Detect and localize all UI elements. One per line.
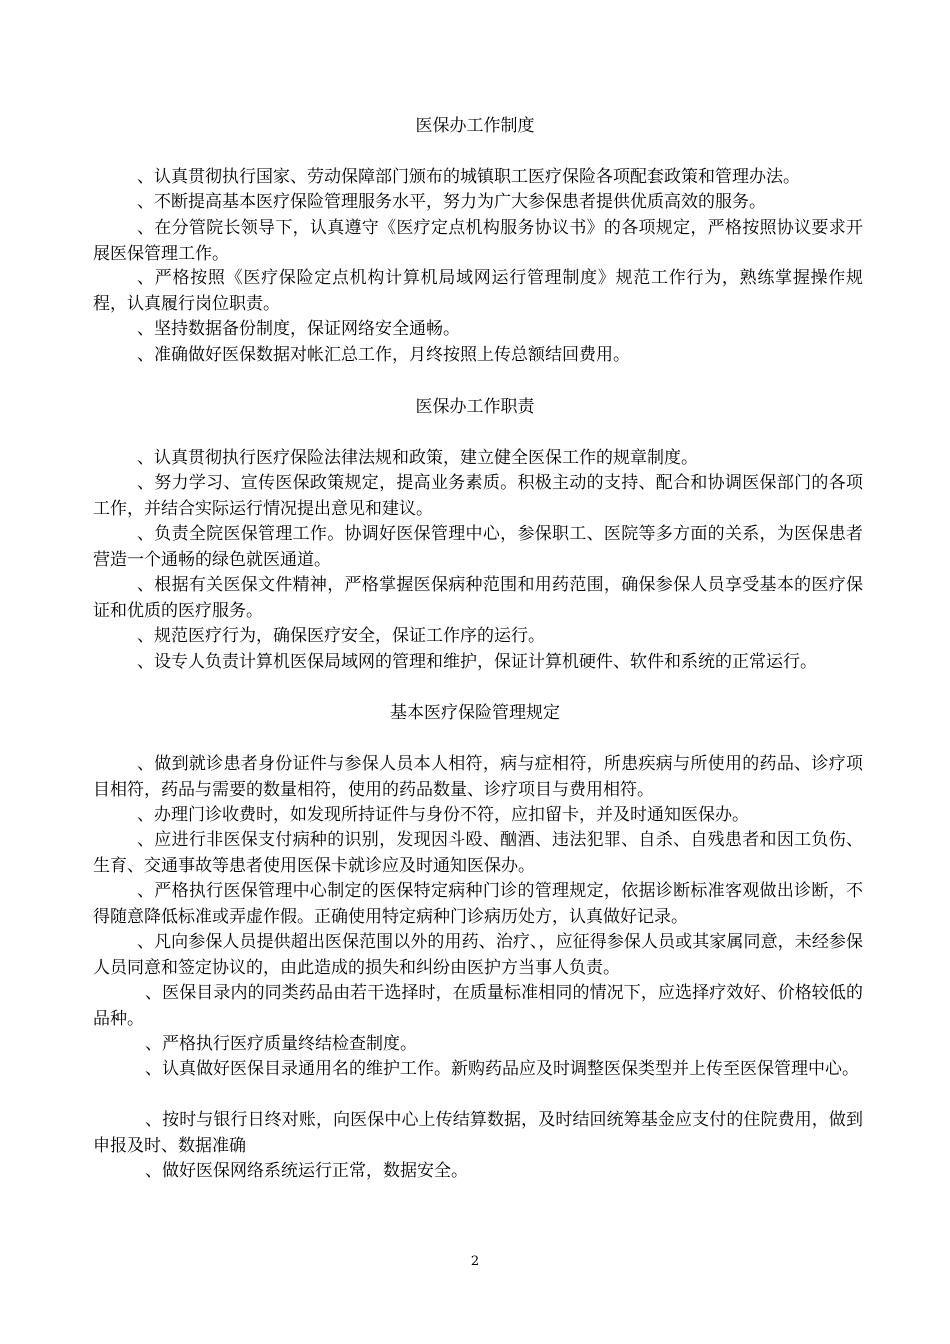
paragraph: 、努力学习、宣传医保政策规定，提高业务素质。积极主动的支持、配合和协调医保部门的各项工作，并结合实际运行情况提出意见和建议。 (93, 473, 863, 519)
paragraph: 、坚持数据备份制度，保证网络安全通畅。 (137, 319, 460, 339)
paragraph: 、医保目录内的同类药品由若干选择时，在质量标准相同的情况下，应选择疗效好、价格较低的品种。 (93, 983, 863, 1029)
paragraph: 、认真贯彻执行国家、劳动保障部门颁布的城镇职工医疗保险各项配套政策和管理办法。 (137, 167, 800, 187)
paragraph: 、根据有关医保文件精神，严格掌握医保病种范围和用药范围，确保参保人员享受基本的医疗保证和优质的医疗服务。 (93, 575, 863, 621)
paragraph: 、做好医保网络系统运行正常，数据安全。 (145, 1161, 468, 1181)
paragraph: 、在分管院长领导下，认真遵守《医疗定点机构服务协议书》的各项规定，严格按照协议要求开展医保管理工作。 (93, 218, 863, 264)
paragraph: 、凡向参保人员提供超出医保范围以外的用药、治疗、，应征得参保人员或其家属同意，未经参保人员同意和签定协议的，由此造成的损失和纠纷由医护方当事人负责。 (93, 932, 863, 978)
paragraph: 、办理门诊收费时，如发现所持证件与身份不符，应扣留卡，并及时通知医保办。 (137, 805, 749, 825)
section-title-insurance-rules: 基本医疗保险管理规定 (390, 703, 560, 723)
section-title-work-system: 医保办工作制度 (415, 116, 535, 136)
page-number: 2 (470, 1254, 480, 1269)
paragraph: 、做到就诊患者身份证件与参保人员本人相符，病与症相符，所患疾病与所使用的药品、诊疗项目相符，药品与需要的数量相符，使用的药品数量、诊疗项目与费用相符。 (93, 754, 863, 800)
paragraph: 、应进行非医保支付病种的识别，发现因斗殴、酗酒、违法犯罪、自杀、自残患者和因工负伤、生育、交通事故等患者使用医保卡就诊应及时通知医保办。 (93, 830, 863, 876)
section-title-work-duties: 医保办工作职责 (415, 397, 535, 417)
paragraph: 、严格按照《医疗保险定点机构计算机局域网运行管理制度》规范工作行为，熟练掌握操作规程，认真履行岗位职责。 (93, 268, 863, 314)
paragraph: 、设专人负责计算机医保局域网的管理和维护，保证计算机硬件、软件和系统的正常运行。 (137, 652, 817, 672)
paragraph: 、准确做好医保数据对帐汇总工作，月终按照上传总额结回费用。 (137, 345, 630, 365)
paragraph: 、按时与银行日终对账，向医保中心上传结算数据，及时结回统筹基金应支付的住院费用，做到申报及时、数据准确 (93, 1110, 863, 1156)
paragraph: 、负责全院医保管理工作。协调好医保管理中心，参保职工、医院等多方面的关系，为医保患者营造一个通畅的绿色就医通道。 (93, 524, 863, 570)
paragraph: 、认真做好医保目录通用名的维护工作。新购药品应及时调整医保类型并上传至医保管理中心。 (145, 1059, 859, 1079)
paragraph: 、规范医疗行为，确保医疗安全，保证工作序的运行。 (137, 626, 545, 646)
paragraph: 、不断提高基本医疗保险管理服务水平，努力为广大参保患者提供优质高效的服务。 (137, 192, 766, 212)
paragraph: 、认真贯彻执行医疗保险法律法规和政策，建立健全医保工作的规章制度。 (137, 448, 698, 468)
paragraph: 、严格执行医疗质量终结检查制度。 (145, 1034, 417, 1054)
paragraph: 、严格执行医保管理中心制定的医保特定病种门诊的管理规定，依据诊断标准客观做出诊断，不得随意降低标准或弄虚作假。正确使用特定病种门诊病历处方，认真做好记录。 (93, 881, 863, 927)
